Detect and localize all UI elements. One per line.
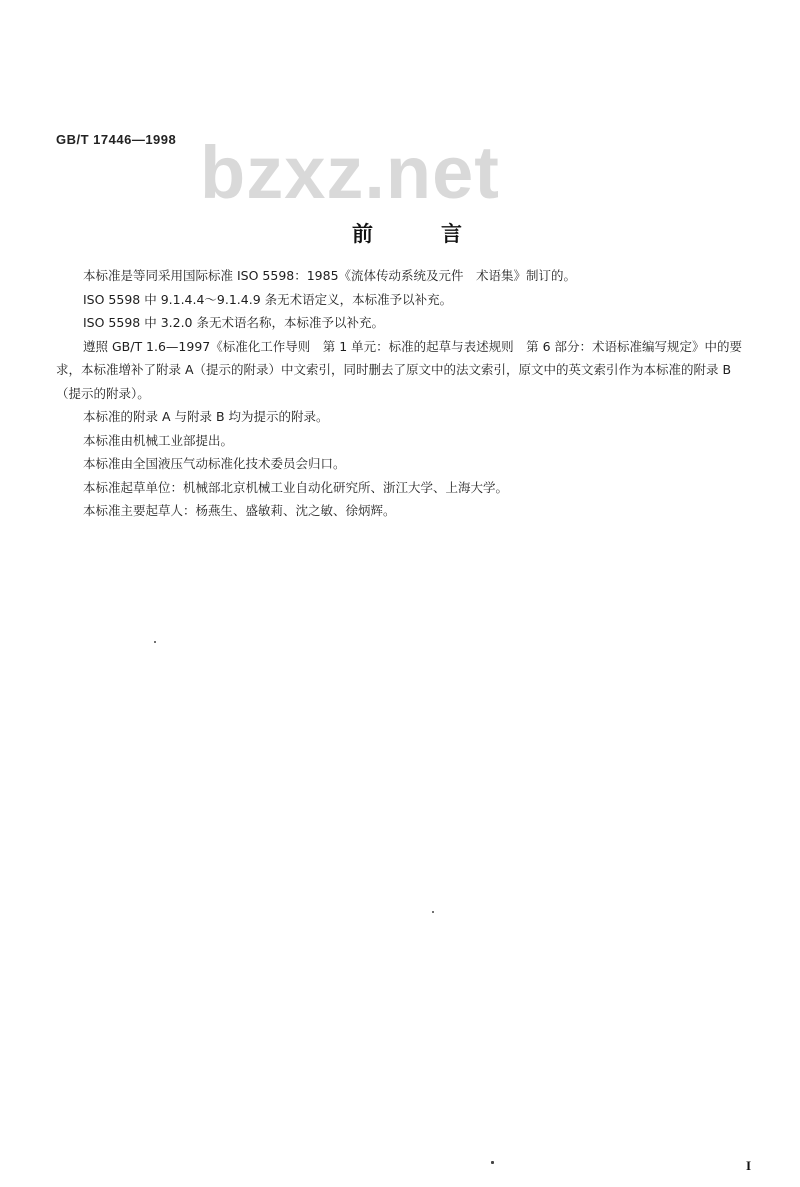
paragraph: 遵照 GB/T 1.6—1997《标准化工作导则 第 1 单元：标准的起草与表述规则 第 6 部分：术语标准编写规定》中的要求，本标准增补了附录 A（提示的附录）中文索引，同时删去了原文中的法文索引，原文中的英文索引作为本标准的附录 B（提示的附录）。: [56, 338, 743, 401]
paragraph: 本标准由全国液压气动标准化技术委员会归口。: [83, 456, 346, 471]
paragraph: ISO 5598 中 9.1.4.4～9.1.4.9 条无术语定义，本标准予以补充。: [83, 291, 453, 307]
page-title: 前言: [352, 222, 530, 246]
standard-number: GB/T 17446—1998: [56, 132, 177, 147]
scan-speck: [154, 641, 156, 643]
watermark: bzxz.net: [200, 131, 500, 214]
paragraph: 本标准是等同采用国际标准 ISO 5598：1985《流体传动系统及元件 术语集》制订的。: [83, 268, 577, 283]
paragraph: 本标准主要起草人：杨燕生、盛敏莉、沈之敏、徐炳辉。: [83, 503, 396, 518]
paragraph: ISO 5598 中 3.2.0 条无术语名称，本标准予以补充。: [83, 315, 384, 330]
scan-speck: [432, 911, 434, 913]
paragraph: 本标准起草单位：机械部北京机械工业自动化研究所、浙江大学、上海大学。: [83, 479, 509, 495]
scan-speck: [491, 1161, 494, 1164]
foreword-body: [56, 264, 756, 523]
page-number: I: [746, 1158, 752, 1173]
paragraph: 本标准的附录 A 与附录 B 均为提示的附录。: [83, 409, 329, 424]
paragraph: 本标准由机械工业部提出。: [83, 432, 234, 448]
